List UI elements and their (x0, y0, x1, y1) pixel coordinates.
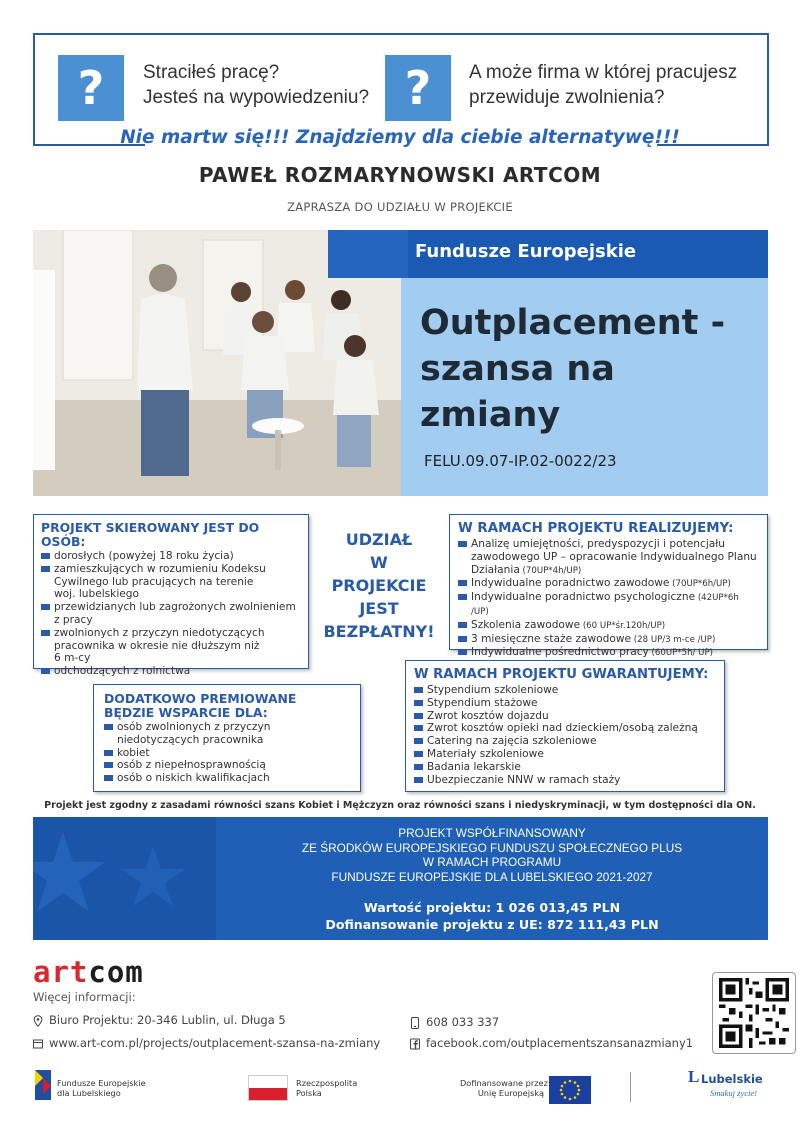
list-item: Analizę umiejętności, predyspozycji i potencjału zawodowego UP – opracowanie Indywidualnego Planu Działania (70UP*4h/UP) (458, 538, 759, 577)
guarantees-heading: W RAMACH PROJEKTU GWARANTUJEMY: (414, 667, 709, 682)
bonus-heading: DODATKOWO PREMIOWANE BĘDZIE WSPARCIE DLA: (104, 691, 297, 720)
list-item: osób zwolnionych z przyczyn niedotyczących pracownika (104, 721, 352, 747)
target-group-box (33, 514, 309, 678)
more-info-label: Więcej informacji: (33, 990, 136, 1004)
eu-funds-icon (33, 1068, 53, 1102)
activities-heading: W RAMACH PROJEKTU REALIZUJEMY: (458, 521, 734, 536)
list-item: kobiet (104, 747, 352, 760)
target-heading: PROJEKT SKIEROWANY JEST DO OSÓB: (41, 520, 260, 549)
list-item: Szkolenia zawodowe (60 UP*śr.120h/UP) (458, 619, 759, 633)
tagline: Nie martw się!!! Znajdziemy dla ciebie alternatywę!!! (120, 127, 680, 148)
list-item: przewidzianych lub zagrożonych zwolnieniem z pracy (41, 601, 302, 627)
divider (630, 1072, 631, 1102)
phone-icon (410, 1017, 420, 1029)
free-participation-note: UDZIAŁ W PROJEKCIE JEST BEZPŁATNY! (323, 530, 435, 641)
list-item: Badania lekarskie (414, 761, 716, 774)
location-pin-icon (33, 1015, 43, 1027)
list-item: Indywidualne pośrednictwo pracy (60UP*5h/ UP) (458, 646, 759, 660)
list-item: zwolnionych z przyczyn niedotyczących pracownika w okresie nie dłuższym niż 6 m-cy (41, 627, 302, 665)
eu-funds-label: Fundusze Europejskie (415, 241, 637, 262)
list-item: Zwrot kosztów dojazdu (414, 710, 716, 723)
facebook-link[interactable]: facebook.com/outplacementszansanazmiany1 (410, 1036, 693, 1050)
question-mark-icon: ? (58, 55, 124, 121)
project-title: Outplacement - szansa na zmiany (420, 303, 726, 435)
facebook-icon (410, 1038, 420, 1050)
website-link[interactable]: www.art-com.pl/projects/outplacement-szansa-na-zmiany (33, 1036, 380, 1050)
equality-statement: Projekt jest zgodny z zasadami równości szans Kobiet i Mężczyzn oraz równości szans i niedyskryminacji, w tym dostępności dla ON. (44, 800, 756, 811)
list-item: 3 miesięczne staże zawodowe (28 UP/3 m-ce /UP) (458, 633, 759, 647)
list-item: osób o niskich kwalifikacjach (104, 772, 352, 785)
invite-text: ZAPRASZA DO UDZIAŁU W PROJEKCIE (287, 200, 513, 214)
office-address: Biuro Projektu: 20-346 Lublin, ul. Długa 5 (33, 1013, 286, 1027)
artcom-logo: artcom (33, 955, 144, 989)
guarantees-box (405, 660, 725, 792)
company-name: PAWEŁ ROZMARYNOWSKI ARTCOM (198, 163, 602, 187)
list-item: osób z niepełnosprawnością (104, 759, 352, 772)
project-activities-box (449, 514, 768, 659)
list-item: odchodzących z rolnictwa (41, 665, 302, 678)
bonus-support-box (93, 684, 361, 792)
funding-info: PROJEKT WSPÓŁFINANSOWANY ZE ŚRODKÓW EUROPEJSKIEGO FUNDUSZU SPOŁECZNEGO PLUS W RAMACH PROGRAMU FUNDUSZE EUROPEJSKIE DLA LUBELSKIEGO 2021-2027 (301, 826, 683, 884)
list-item: zamieszkujących w rozumieniu Kodeksu Cywilnego lub pracujących na terenie woj. lubelskiego (41, 563, 302, 601)
question-2: A może firma w której pracujesz przewiduje zwolnienia? (469, 62, 738, 108)
list-item: Ubezpieczanie NNW w ramach staży (414, 774, 716, 787)
list-item: Stypendium stażowe (414, 697, 716, 710)
list-item: Indywidualne poradnictwo zawodowe (70UP*6h/UP) (458, 577, 759, 591)
web-icon (33, 1038, 43, 1050)
list-item: Catering na zajęcia szkoleniowe (414, 735, 716, 748)
list-item: Zwrot kosztów opieki nad dzieckiem/osobą zależną (414, 722, 716, 735)
question-mark-icon: ? (385, 55, 451, 121)
phone-number[interactable]: 608 033 337 (410, 1015, 499, 1029)
list-item: Materiały szkoleniowe (414, 748, 716, 761)
list-item: Indywidualne poradnictwo psychologiczne (42UP*6h /UP) (458, 591, 759, 619)
qr-code[interactable] (712, 972, 796, 1054)
eu-stars-icon (549, 1076, 591, 1104)
project-code: FELU.09.07-IP.02-0022/23 (424, 452, 617, 470)
question-1: Straciłeś pracę? Jesteś na wypowiedzeniu? (143, 62, 370, 108)
eu-cofinancing: Dofinansowanie projektu z UE: 872 111,43 PLN (325, 917, 659, 932)
project-value: Wartość projektu: 1 026 013,45 PLN (363, 900, 621, 915)
list-item: dorosłych (powyżej 18 roku życia) (41, 550, 302, 563)
list-item: Stypendium szkoleniowe (414, 684, 716, 697)
